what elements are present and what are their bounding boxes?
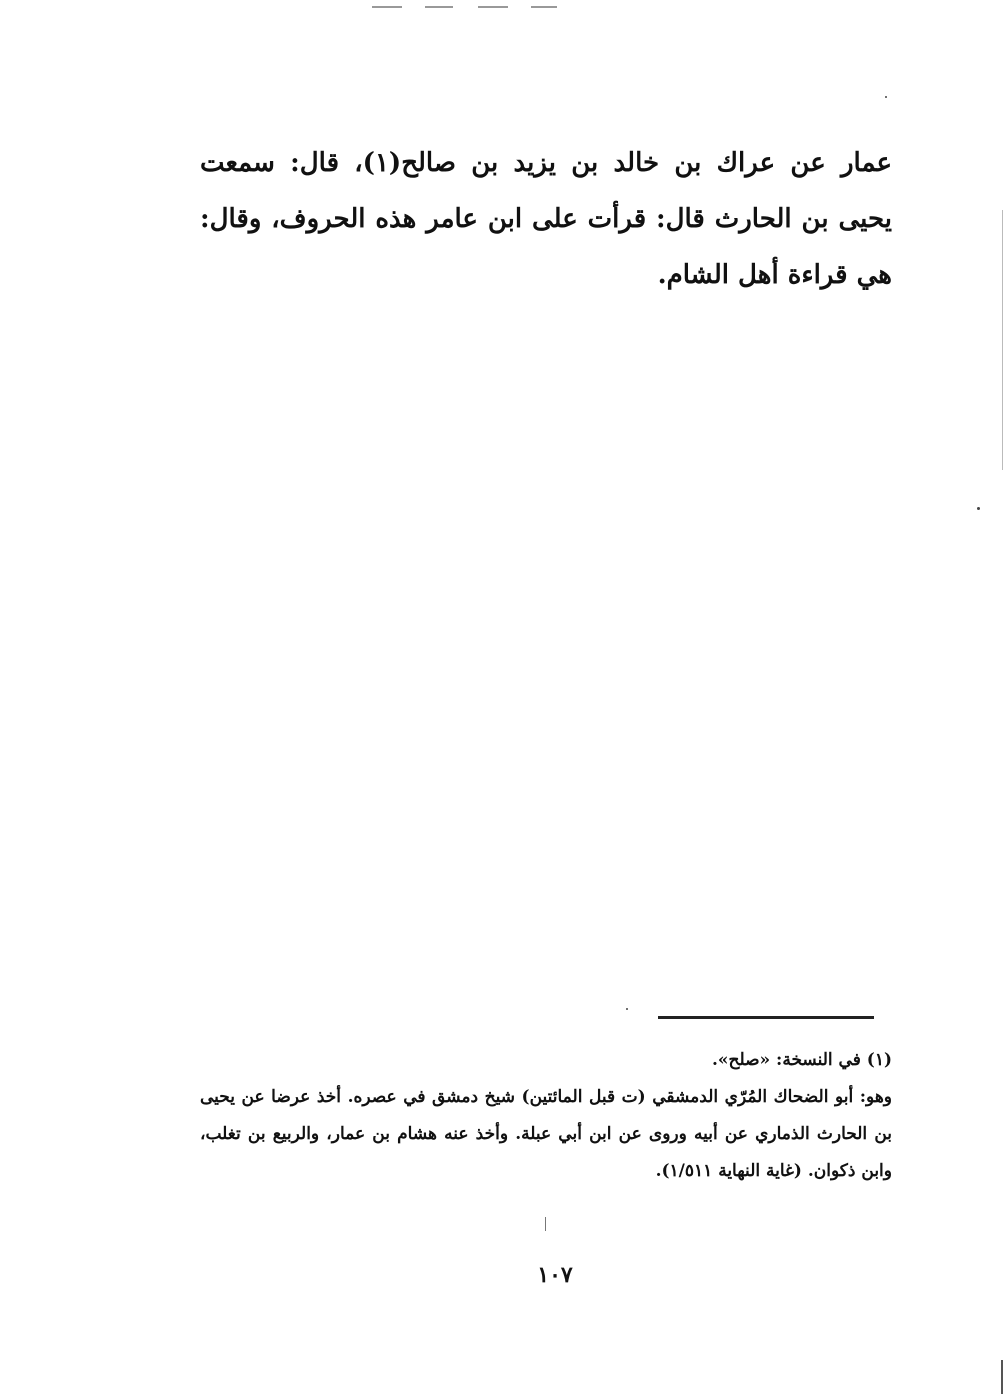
scan-speck: [977, 507, 980, 510]
footnote-separator: [658, 1016, 874, 1019]
scan-edge-line: [1001, 1360, 1003, 1394]
footnote-1: (١) في النسخة: «صلح».: [711, 1050, 892, 1070]
top-scan-rule: [425, 6, 453, 8]
scan-speck: [885, 96, 887, 98]
scan-edge-line: [1002, 210, 1003, 470]
page-number: ١٠٧: [537, 1262, 573, 1288]
scan-mark: [545, 1217, 546, 1231]
top-scan-rule: [531, 6, 557, 8]
top-scan-rule: [372, 6, 402, 8]
scan-speck: [626, 1008, 628, 1010]
footnote-1-detail: وهو: أبو الضحاك المُرّي الدمشقي (ت قبل المائتين) شيخ دمشق في عصره. أخذ عرضا عن يحيى بن الحارث الذماري عن أبيه وروى عن ابن أبي عبلة. وأخذ عنه هشام بن عمار، والربيع بن تغلب، وابن ذكوان. (غاية النهاية ١/٥١١).: [200, 1087, 892, 1181]
footnotes-block: [200, 1042, 892, 1190]
main-paragraph: عمار عن عراك بن خالد بن يزيد بن صالح(١)، قال: سمعت يحيى بن الحارث قال: قرأت على ابن عامر هذه الحروف، وقال: هي قراءة أهل الشام.: [200, 148, 892, 290]
top-scan-rule: [478, 6, 508, 8]
